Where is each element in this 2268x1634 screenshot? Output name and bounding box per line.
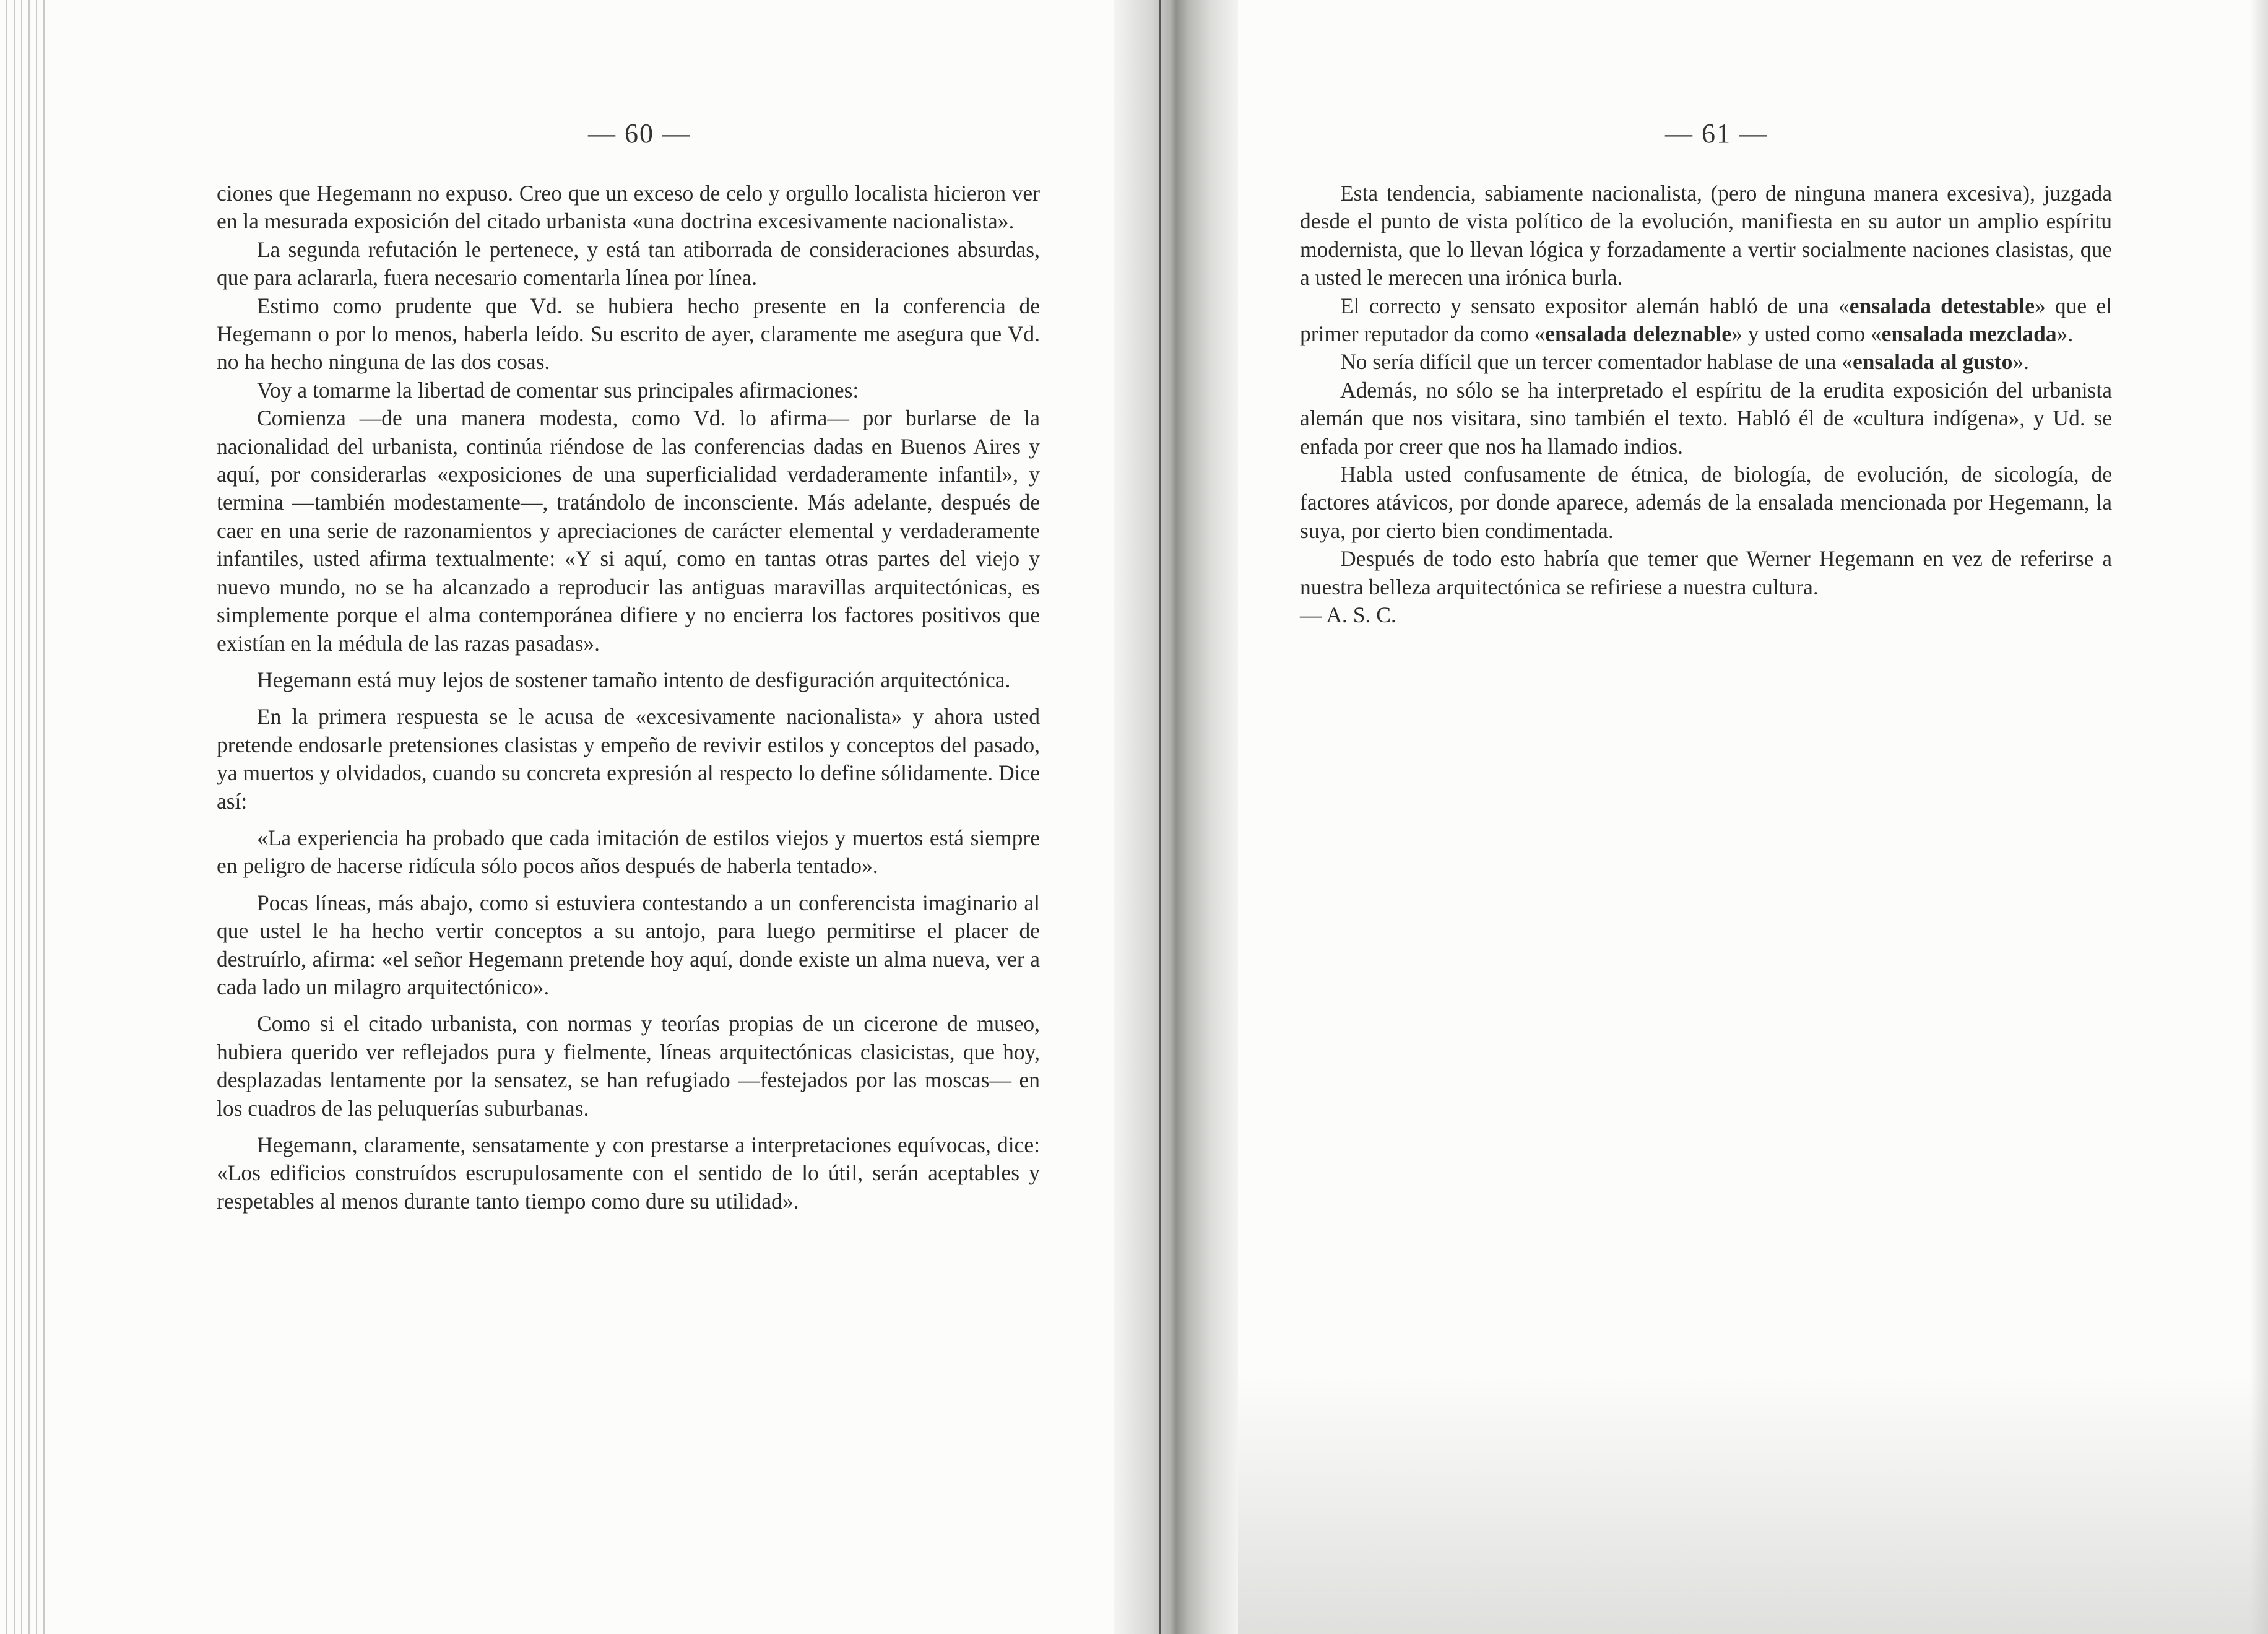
page-number: — 60 — — [588, 118, 691, 149]
paragraph: En la primera respuesta se le acusa de «excesivamente nacionalista» y ahora usted pretende endosarle pretensiones clasistas y empeño de revivir estilos y conceptos del pasado, ya muertos y olvidados, cuando su concreta expresión al respecto lo define sólidamente. Dice así: — [217, 704, 1040, 814]
paragraph: ciones que Hegemann no expuso. Creo que un exceso de celo y orgullo localista hicieron ver en la mesurada exposición del citado urbanista «una doctrina excesivamente nacionalista». — [217, 181, 1040, 234]
paragraph — [1300, 348, 2112, 376]
paragraph — [1300, 292, 2112, 349]
paragraph: Esta tendencia, sabiamente nacionalista, (pero de ninguna manera excesiva), juzgada desde el punto de vista político de la evolución, manifiesta en su autor un amplio espíritu modernista, que lo llevan lógica y forzadamente a vertir socialmente naciones clasistas, que a usted le merecen una irónica burla. — [1300, 181, 2112, 290]
paragraph: Hegemann, claramente, sensatamente y con prestarse a interpretaciones equívocas, dice: «Los edificios construídos escrupulosamente con el sentido de lo útil, serán aceptables y respetables al menos durante tanto tiempo como dure su utilidad». — [217, 1132, 1040, 1214]
emphasis: ensalada detestable — [1849, 293, 2035, 318]
text-run: ». — [2012, 349, 2030, 375]
text-run: ». — [2056, 321, 2074, 347]
emphasis: ensalada mezclada — [1881, 321, 2057, 347]
paragraph: Como si el citado urbanista, con normas y teorías propias de un cicerone de museo, hubiera querido ver reflejados pura y fielmente, líneas arquitectónicas clasicistas, que hoy, desplazadas lentamente por la sensatez, se han refugiado —festejados por las moscas— en los cuadros de las peluquerías suburbanas. — [217, 1011, 1040, 1121]
emphasis: ensalada al gusto — [1853, 349, 2013, 375]
gutter-line — [1159, 0, 1161, 1634]
page-edge-lines — [0, 0, 56, 1634]
paragraph: Comienza —de una manera modesta, como Vd. lo afirma— por burlarse de la nacionalidad del urbanista, continúa riéndose de las conferencias dadas en Buenos Aires y aquí, por considerarlas «exposiciones de una superficialidad verdaderamente infantil», y termina —también modestamente—, tratándolo de inconsciente. Más adelante, después de caer en una serie de razonamientos y apreciaciones de carácter elemental y verdaderamente infantiles, usted afirma textualmente: «Y si aquí, como en tantas otras partes del viejo y nuevo mundo, no se ha alcanzado a reproducir las antiguas maravillas arquitectónicas, es simplemente porque el alma contemporánea difiere y no encierra los factores positivos que existían en la médula de las razas pasadas». — [217, 406, 1040, 656]
book-gutter — [1114, 0, 1238, 1634]
page-number: — 61 — — [1665, 118, 1768, 149]
text-run: » y usted como « — [1731, 321, 1882, 347]
paragraph: Hegemann está muy lejos de sostener tamaño intento de desfiguración arquitectónica. — [257, 667, 1011, 692]
paragraph: Pocas líneas, más abajo, como si estuviera contestando a un conferencista imaginario al que ustel le ha hecho vertir conceptos a su antojo, para luego permitirse el placer de destruírlo, afirma: «el señor Hegemann pretende hoy aquí, donde existe un alma nueva, ver a cada lado un milagro arquitectónico». — [217, 890, 1040, 999]
paragraph: Después de todo esto habría que temer que Werner Hegemann en vez de referirse a nuestra belleza arquitectónica se refiriese a nuestra cultura. — [1300, 546, 2112, 599]
right-page-text — [1300, 180, 2112, 630]
signature: — A. S. C. — [1300, 602, 1396, 628]
left-page-text — [217, 180, 1040, 1215]
paper-shading — [1158, 1374, 2268, 1634]
text-run: El correcto y sensato expositor alemán habló de una « — [1340, 293, 1850, 318]
text-run: » que el primer reputador da como « — [1300, 293, 2112, 347]
paragraph: Estimo como prudente que Vd. se hubiera hecho presente en la conferencia de Hegemann o por lo menos, haberla leído. Su escrito de ayer, claramente me asegura que Vd. no ha hecho ninguna de las dos cosas. — [217, 293, 1040, 375]
emphasis: ensalada deleznable — [1545, 321, 1732, 347]
paragraph: La segunda refutación le pertenece, y está tan atiborrada de consideraciones absurdas, que para aclararla, fuera necesario comentarla línea por línea. — [217, 237, 1040, 290]
paragraph: Voy a tomarme la libertad de comentar sus principales afirmaciones: — [257, 377, 859, 402]
paragraph: Habla usted confusamente de étnica, de biología, de evolución, de sicología, de factores atávicos, por donde aparece, además de la ensalada mencionada por Hegemann, la suya, por cierto bien condimentada. — [1300, 462, 2112, 543]
quote-paragraph: «La experiencia ha probado que cada imitación de estilos viejos y muertos está siempre en peligro de hacerse ridícula sólo pocos años después de haberla tentado». — [217, 825, 1040, 879]
text-run: No sería difícil que un tercer comentador hablase de una « — [1340, 349, 1853, 375]
paragraph: Además, no sólo se ha interpretado el espíritu de la erudita exposición del urbanista alemán que nos visitara, sino también el texto. Habló él de «cultura indígena», y Ud. se enfada por creer que nos ha llamado indios. — [1300, 377, 2112, 459]
